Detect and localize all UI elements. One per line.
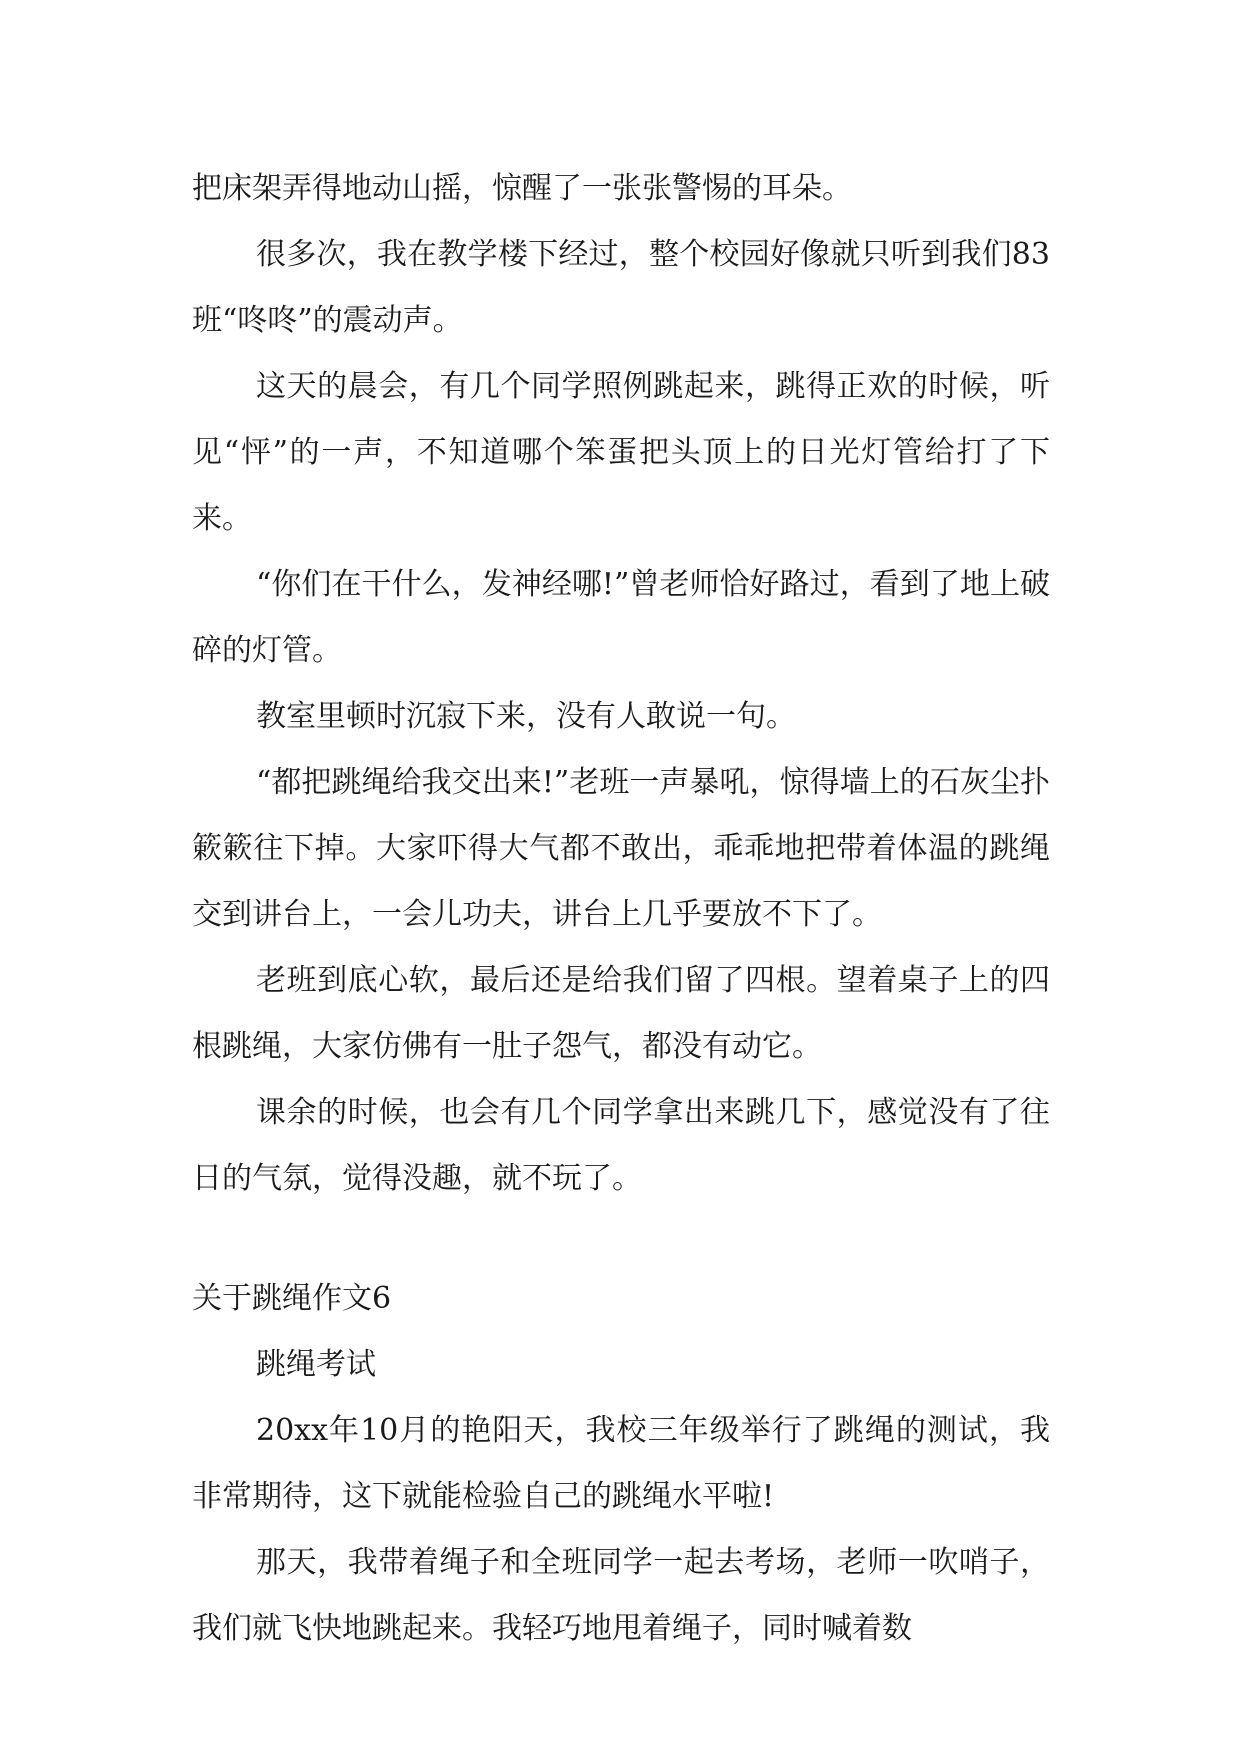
paragraph: 教室里顿时沉寂下来，没有人敢说一句。 (256, 699, 796, 734)
paragraph: “你们在干什么，发神经哪!”曾老师恰好路过，看到了地上破碎的灯管。 (192, 567, 1050, 668)
paragraph: 老班到底心软，最后还是给我们留了四根。望着桌子上的四根跳绳，大家仿佛有一肚子怨气，都没有动它。 (192, 963, 1050, 1064)
paragraph: 课余的时候，也会有几个同学拿出来跳几下，感觉没有了往日的气氛，觉得没趣，就不玩了。 (192, 1095, 1050, 1196)
paragraph: 20xx年10月的艳阳天，我校三年级举行了跳绳的测试，我非常期待，这下就能检验自己的跳绳水平啦! (192, 1413, 1050, 1514)
paragraph: 很多次，我在教学楼下经过，整个校园好像就只听到我们83班“咚咚”的震动声。 (192, 237, 1050, 338)
section-heading: 关于跳绳作文6 (192, 1281, 392, 1316)
paragraph: “都把跳绳给我交出来!”老班一声暴吼，惊得墙上的石灰尘扑簌簌往下掉。大家吓得大气都不敢出，乖乖地把带着体温的跳绳交到讲台上，一会儿功夫，讲台上几乎要放不下了。 (192, 765, 1050, 932)
document-body (192, 156, 1050, 1662)
section-subtitle: 跳绳考试 (256, 1347, 376, 1382)
paragraph: 那天，我带着绳子和全班同学一起去考场，老师一吹哨子，我们就飞快地跳起来。我轻巧地甩着绳子，同时喊着数 (192, 1545, 1050, 1646)
paragraph-continuation: 把床架弄得地动山摇，惊醒了一张张警惕的耳朵。 (192, 171, 852, 206)
paragraph: 这天的晨会，有几个同学照例跳起来，跳得正欢的时候，听见“怦”的一声，不知道哪个笨蛋把头顶上的日光灯管给打了下来。 (192, 369, 1050, 536)
